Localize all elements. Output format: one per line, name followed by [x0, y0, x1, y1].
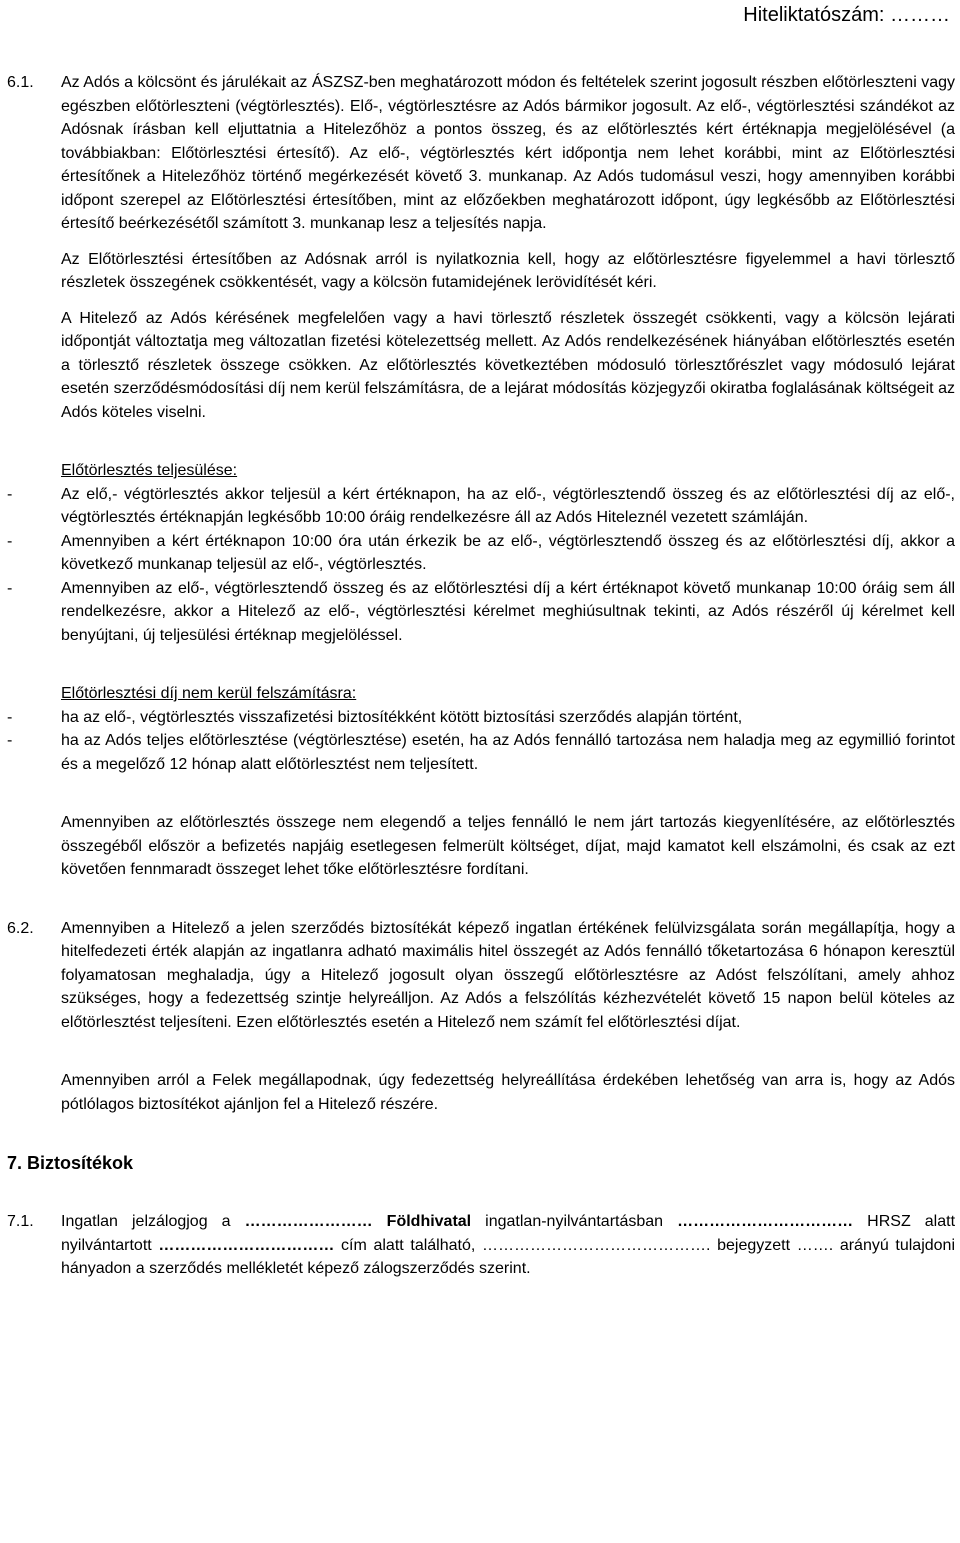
paragraph: A Hitelező az Adós kérésének megfelelően vagy a havi törlesztő részletek összegét csökkenti, vagy a kölcsön lejárati időpontját változtatja meg változatlan fizetési kötelezettség mellett. Az Adós rendelkezésének hiányában előtörlesztés esetén a törlesztő részletek összege csökken. Az előtörlesztés következtében módosuló törlesztőrészlet vagy módosuló lejárat esetén szerződésmódosítási díj nem kerül felszámításra, de a lejárat módosítás közjegyzői okiratba foglalásának költségeit az Adós köteles viselni. — [61, 309, 955, 421]
blank-field: ……………………………………. — [481, 1236, 711, 1254]
document-body — [0, 71, 960, 1281]
text-run: ingatlan-nyilvántartásban — [471, 1213, 678, 1230]
subheading-text: Előtörlesztés teljesülése: — [61, 462, 238, 479]
subheading-text: Előtörlesztési díj nem kerül felszámításra: — [61, 685, 357, 702]
subheading-fulfilment — [61, 459, 955, 483]
list-item — [0, 577, 960, 648]
section-number: 7.1. — [7, 1213, 34, 1230]
paragraph: Amennyiben a Hitelező a jelen szerződés biztosítékát képező ingatlan értékének felülvizsgálata során megállapítja, hogy a hitelfedezeti érték alapján az ingatlanra adható maximális hitel összegét az Adós fennálló tőketartozása 6 hónapon keresztül folyamatosan meghaladja, úgy a Hitelező jogosult olyan összegű előtörlesztésre az Adóst felszólítani, amely ahhoz szükséges, hogy a fedezettség szintje helyreálljon. Az Adós a felszólítás kézhezvételét követő 15 napon belül köteles az előtörlesztést teljesíteni. Ezen előtörlesztés esetén a Hitelező nem számít fel előtörlesztési díjat. — [61, 919, 955, 1031]
text-run: HRSZ alatt nyilvántartott — [61, 1213, 956, 1254]
text-run: arányú tulajdoni hányadon a szerződés mellékletét képező zálogszerződés szerint. — [61, 1236, 956, 1277]
subheading-fee — [61, 682, 955, 706]
list-item — [0, 729, 960, 776]
blank-field: ……. — [796, 1236, 834, 1254]
dash-bullet: - — [7, 485, 13, 503]
list-item — [0, 483, 960, 530]
dash-bullet: - — [7, 732, 13, 749]
text-run: bejegyzett — [710, 1236, 797, 1254]
blank-field: …………………… — [244, 1213, 373, 1230]
dash-bullet: - — [7, 532, 13, 550]
section-title-7: 7. Biztosítékok — [7, 1153, 134, 1173]
list-item-text: Amennyiben a kért értéknapon 10:00 óra után érkezik be az elő-, végtörlesztendő összeg és az előtörlesztési díj, akkor a következő munkanap teljesül az elő-, végtörlesztés. — [61, 532, 955, 573]
list-item-text: ha az Adós teljes előtörlesztése (végtörlesztése) esetén, ha az Adós fennálló tartozása nem haladja meg az egymillió forintot és a megelőző 12 hónap alatt előtörlesztést nem teljesített. — [61, 732, 955, 773]
land-registry-label: Földhivatal — [386, 1213, 472, 1230]
text-run: Ingatlan jelzálogjog a — [61, 1213, 245, 1230]
credit-id-header: Hiteliktatószám: ……… — [743, 4, 950, 26]
list-item-text: ha az elő-, végtörlesztés visszafizetési biztosítékként kötött biztosítási szerződés alapján történt, — [61, 708, 743, 726]
blank-field: …………………………… — [158, 1236, 335, 1254]
paragraph: Amennyiben az előtörlesztés összege nem elegendő a teljes fennálló le nem járt tartozás kiegyenlítésére, az előtörlesztés összegéből először a befizetés napjáig esetlegesen felmerült költséget, díjat, majd kamatot kell elszámolni, és csak az ezt követően fennmaradt összeget lehet tőke előtörlesztésre fordítani. — [61, 814, 955, 878]
list-item — [0, 706, 960, 730]
dash-bullet: - — [7, 708, 13, 726]
section-number: 6.2. — [7, 919, 34, 937]
section-6-2 — [0, 917, 960, 1117]
section-number: 6.1. — [7, 74, 34, 91]
paragraph: Az Adós a kölcsönt és járulékait az ÁSZSZ-ben meghatározott módon és feltételek szerint jogosult részben előtörleszteni vagy egészben előtörleszteni (végtörlesztés). Elő-, végtörlesztésre az Adós bármikor jogosult. Az elő-, végtörlesztési szándékot az Adósnak írásban kell eljuttatnia a Hitelezőhöz a pontos összeg, és az előtörlesztés kért értéknapja megjelölésével (a továbbiakban: Előtörlesztési értesítő). Az elő-, végtörlesztés kért időpontja nem lehet korábbi, mint az Előtörlesztési értesítőnek a Hitelezőhöz történő megérkezését követő 3. munkanap. Az Adós tudomásul veszi, hogy amennyiben korábbi időpont szerepel az Előtörlesztési értesítőben, mint az előzőekben meghatározott időpont, úgy legkésőbb az Előtörlesztési értesítő beérkezésétől számított 3. munkanap lesz a teljesítés napja. — [61, 74, 955, 232]
dash-bullet: - — [7, 579, 13, 597]
section-6-1 — [0, 71, 960, 483]
text-run: cím alatt található, — [334, 1236, 482, 1254]
paragraph — [61, 1210, 955, 1281]
text-run — [373, 1213, 387, 1230]
blank-field: …………………………… — [677, 1213, 854, 1230]
list-item — [0, 530, 960, 577]
list-item-text: Az elő,- végtörlesztés akkor teljesül a kért értéknapon, ha az elő-, végtörlesztendő összeg és az előtörlesztési díj az elő-, végtörlesztés értéknapján legkésőbb 10:00 óráig rendelkezésre áll az Adós Hiteleznél vezetett számláján. — [61, 485, 955, 526]
list-item-text: Amennyiben az elő-, végtörlesztendő összeg és az előtörlesztési díj a kért értéknapot követő munkanap 10:00 óráig sem áll rendelkezésre, akkor a Hitelező az elő-, végtörlesztési kérelmet meghiúsultnak tekinti, az Adós részéről új kérelmet kell benyújtani, új teljesülési értéknap megjelöléssel. — [61, 579, 955, 644]
paragraph: Az Előtörlesztési értesítőben az Adósnak arról is nyilatkoznia kell, hogy az előtörlesztésre figyelemmel a havi törlesztő részletek összegének csökkentését, vagy a kölcsön futamidejének lerövidítését kéri. — [61, 250, 955, 291]
section-7-1 — [0, 1210, 960, 1281]
paragraph: Amennyiben arról a Felek megállapodnak, úgy fedezettség helyreállítása érdekében lehetőség van arra is, hogy az Adós pótlólagos biztosítékot ajánljon fel a Hitelező részére. — [61, 1072, 955, 1113]
